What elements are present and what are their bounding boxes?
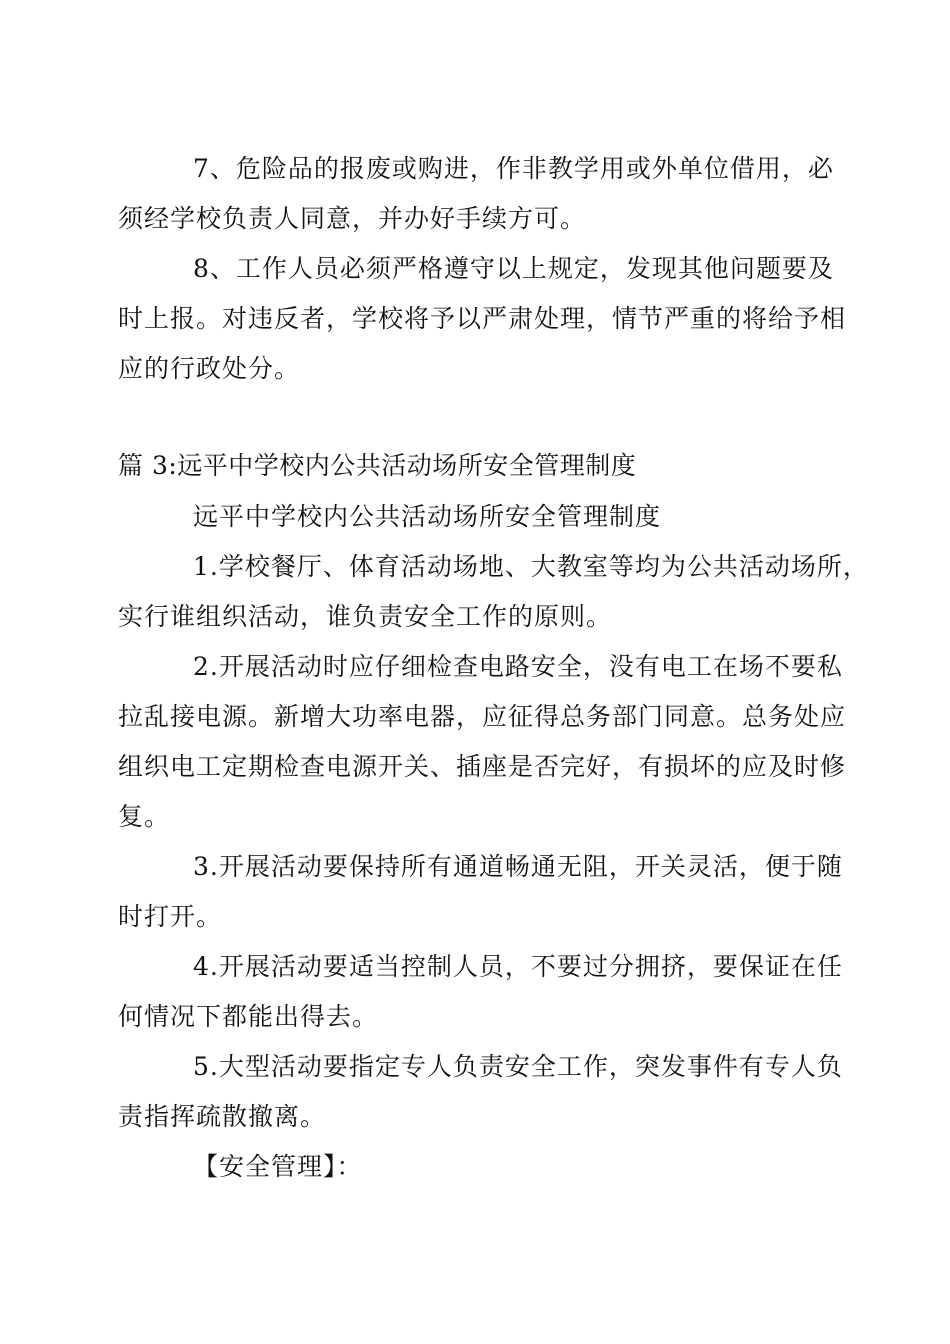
- paragraph-line: 实行谁组织活动，谁负责安全工作的原则。: [118, 602, 613, 631]
- paragraph-line: 3.开展活动要保持所有通道畅通无阻，开关灵活，便于随: [193, 852, 843, 881]
- paragraph-line: 7、危险品的报废或购进，作非教学用或外单位借用，必: [193, 154, 834, 183]
- section-label: 【安全管理】：: [193, 1152, 363, 1181]
- paragraph-line: 组织电工定期检查电源开关、插座是否完好，有损坏的应及时修: [118, 752, 847, 781]
- paragraph-line: 时上报。对违反者，学校将予以严肃处理，情节严重的将给予相: [118, 304, 847, 333]
- paragraph-line: 拉乱接电源。新增大功率电器，应征得总务部门同意。总务处应: [118, 702, 847, 731]
- paragraph-line: 时打开。: [118, 902, 223, 931]
- paragraph-line: 2.开展活动时应仔细检查电路安全，没有电工在场不要私: [193, 652, 843, 681]
- paragraph-line: 8、工作人员必须严格遵守以上规定，发现其他问题要及: [193, 254, 834, 283]
- paragraph-line: 责指挥疏散撤离。: [118, 1102, 327, 1131]
- section-heading: 篇 3:远平中学校内公共活动场所安全管理制度: [118, 451, 637, 480]
- document-title: 远平中学校内公共活动场所安全管理制度: [193, 502, 662, 531]
- paragraph-line: 应的行政处分。: [118, 354, 301, 383]
- paragraph-line: 4.开展活动要适当控制人员，不要过分拥挤，要保证在任: [193, 952, 843, 981]
- paragraph-line: 复。: [118, 802, 171, 831]
- paragraph-line: 须经学校负责人同意，并办好手续方可。: [118, 204, 587, 233]
- paragraph-line: 5.大型活动要指定专人负责安全工作，突发事件有专人负: [193, 1052, 843, 1081]
- paragraph-line: 1.学校餐厅、体育活动场地、大教室等均为公共活动场所，: [193, 552, 869, 581]
- paragraph-line: 何情况下都能出得去。: [118, 1002, 379, 1031]
